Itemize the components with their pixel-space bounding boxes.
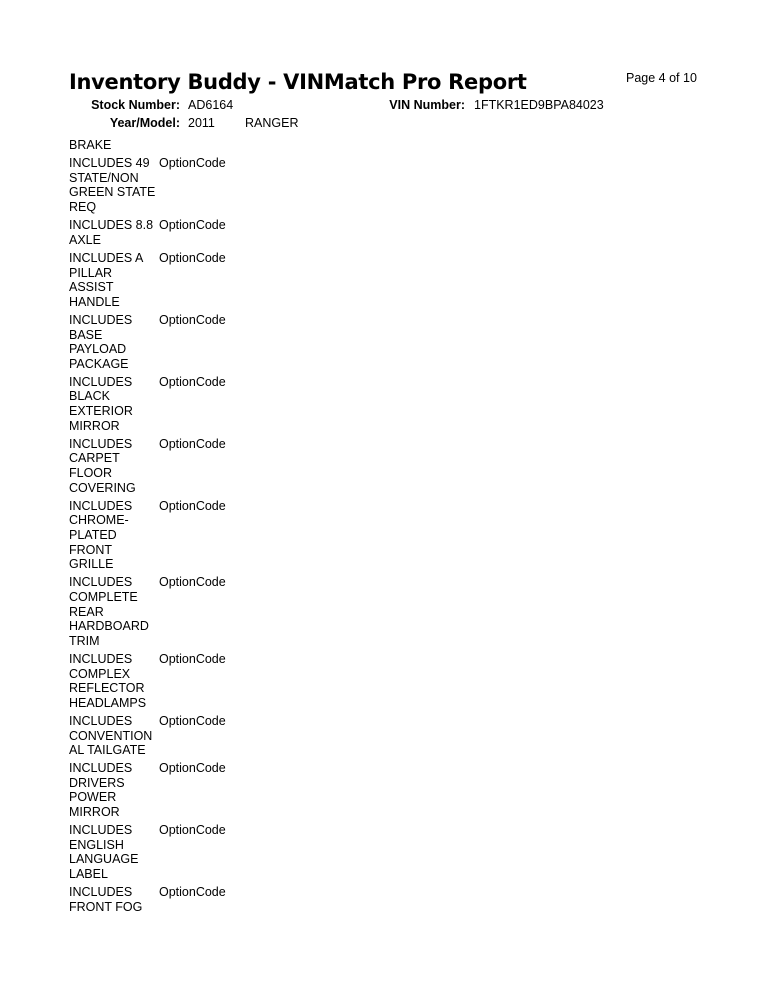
option-description: INCLUDES A PILLAR ASSIST HANDLE — [69, 250, 143, 309]
vin-number-label: VIN Number: — [389, 98, 465, 112]
stock-number-value: AD6164 — [188, 98, 234, 112]
option-description: BRAKE — [69, 138, 112, 152]
option-type: OptionCode — [159, 436, 226, 451]
year-value: 2011 — [188, 116, 215, 130]
option-type: OptionCode — [159, 713, 226, 728]
option-type: OptionCode — [159, 823, 226, 838]
option-description: INCLUDES BLACK EXTERIOR MIRROR — [69, 374, 133, 433]
year-model-label: Year/Model: — [109, 116, 180, 130]
option-type: OptionCode — [159, 498, 226, 513]
option-type: OptionCode — [159, 374, 226, 389]
vin-number-value: 1FTKR1ED9BPA84023 — [474, 98, 604, 112]
option-description: INCLUDES CARPET FLOOR COVERING — [69, 436, 136, 495]
option-description: INCLUDES 49 STATE/NON GREEN STATE REQ — [69, 156, 156, 214]
option-description: INCLUDES DRIVERS POWER MIRROR — [69, 761, 133, 820]
table-row — [69, 823, 269, 881]
table-row — [69, 218, 269, 247]
option-type: OptionCode — [159, 885, 226, 900]
table-row — [69, 885, 269, 914]
option-type: OptionCode — [159, 250, 226, 265]
page-number: Page 4 of 10 — [626, 71, 697, 85]
table-row — [69, 156, 269, 214]
table-row — [69, 375, 269, 433]
table-row — [69, 714, 269, 758]
table-row — [69, 575, 269, 648]
option-description: INCLUDES 8.8 AXLE — [69, 218, 154, 247]
table-row — [69, 437, 269, 495]
table-row — [69, 251, 269, 309]
option-description: INCLUDES CONVENTIONAL TAILGATE — [69, 713, 153, 758]
model-value: RANGER — [245, 116, 299, 130]
table-row — [69, 138, 269, 153]
options-table — [69, 138, 269, 918]
stock-number-label: Stock Number: — [91, 98, 180, 112]
table-row — [69, 499, 269, 572]
option-description: INCLUDES ENGLISH LANGUAGE LABEL — [69, 823, 139, 882]
option-description: INCLUDES BASE PAYLOAD PACKAGE — [69, 312, 133, 371]
option-type: OptionCode — [159, 575, 226, 590]
option-description: INCLUDES FRONT FOG — [69, 885, 143, 914]
option-type: OptionCode — [159, 761, 226, 776]
option-type: OptionCode — [159, 156, 226, 171]
option-description: INCLUDES COMPLEX REFLECTOR HEADLAMPS — [69, 651, 147, 710]
table-row — [69, 761, 269, 819]
option-type: OptionCode — [159, 651, 226, 666]
option-description: INCLUDES CHROME-PLATED FRONT GRILLE — [69, 498, 133, 572]
table-row — [69, 652, 269, 710]
report-title: Inventory Buddy - VINMatch Pro Report — [69, 70, 527, 94]
option-type: OptionCode — [159, 218, 226, 233]
option-description: INCLUDES COMPLETE REAR HARDBOARD TRIM — [69, 575, 149, 648]
option-type: OptionCode — [159, 312, 226, 327]
table-row — [69, 313, 269, 371]
